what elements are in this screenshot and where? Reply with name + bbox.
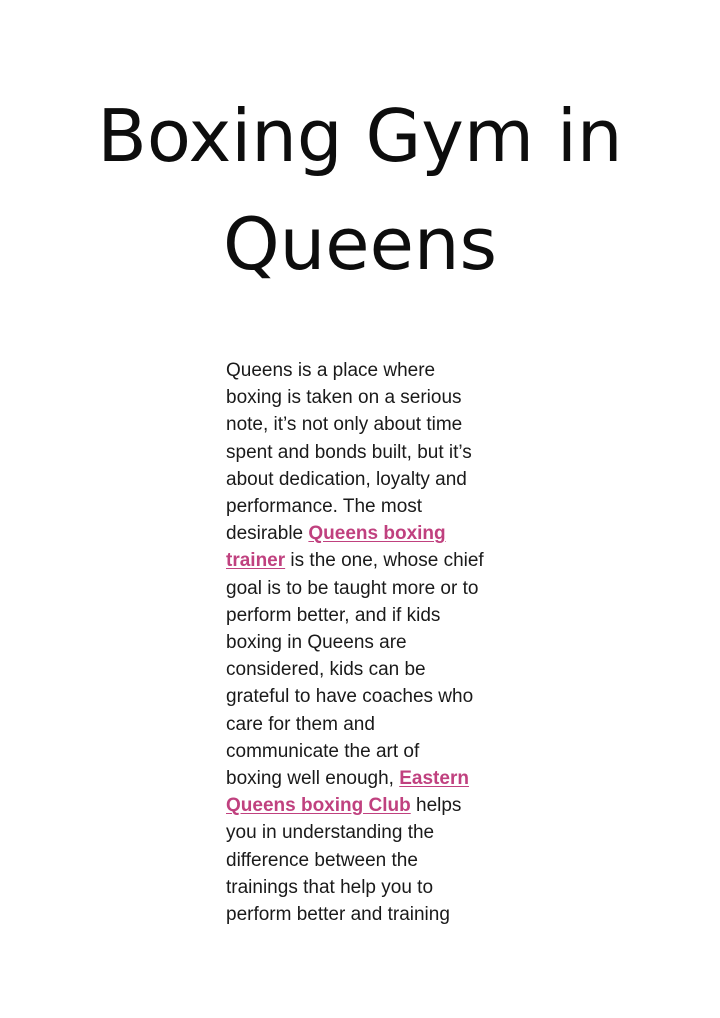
text-line: note, it’s not only about time <box>226 414 463 436</box>
text-line <box>226 765 506 792</box>
title-line-2: Queens <box>222 202 498 286</box>
text-line: spent and bonds built, but it’s <box>226 441 472 463</box>
text-line: Queens is a place where <box>226 360 436 381</box>
text-line: communicate the art of <box>226 740 420 762</box>
text-line: goal is to be taught more or to <box>226 577 479 599</box>
text-line: you in understanding the <box>226 822 435 844</box>
text-line: boxing is taken on a serious <box>226 387 462 409</box>
title-line-1: Boxing Gym in <box>97 94 623 178</box>
text-line: considered, kids can be <box>226 659 426 681</box>
text-line: performance. The most <box>226 496 423 518</box>
body-paragraph <box>226 357 506 928</box>
text-line: perform better and training <box>226 904 450 926</box>
text-line: difference between the <box>226 849 418 871</box>
text-line <box>226 520 506 547</box>
text-fragment: helps <box>410 795 462 817</box>
text-fragment: is the one, whose chief <box>285 550 484 572</box>
text-fragment: desirable <box>226 523 309 545</box>
text-line: trainings that help you to <box>226 876 434 898</box>
page-title <box>60 82 660 298</box>
queens-boxing-trainer-link-continued[interactable]: trainer <box>226 550 286 572</box>
text-line: perform better, and if kids <box>226 604 441 626</box>
text-line: care for them and <box>226 713 375 735</box>
text-line <box>226 792 506 819</box>
eastern-queens-boxing-club-link-continued[interactable]: Queens boxing Club <box>226 795 411 817</box>
eastern-queens-boxing-club-link[interactable]: Eastern <box>399 768 469 790</box>
text-fragment: boxing well enough, <box>226 768 400 790</box>
queens-boxing-trainer-link[interactable]: Queens boxing <box>308 523 446 545</box>
text-line: boxing in Queens are <box>226 632 407 654</box>
text-line: about dedication, loyalty and <box>226 468 467 490</box>
text-line: grateful to have coaches who <box>226 686 474 708</box>
text-line <box>226 547 506 574</box>
